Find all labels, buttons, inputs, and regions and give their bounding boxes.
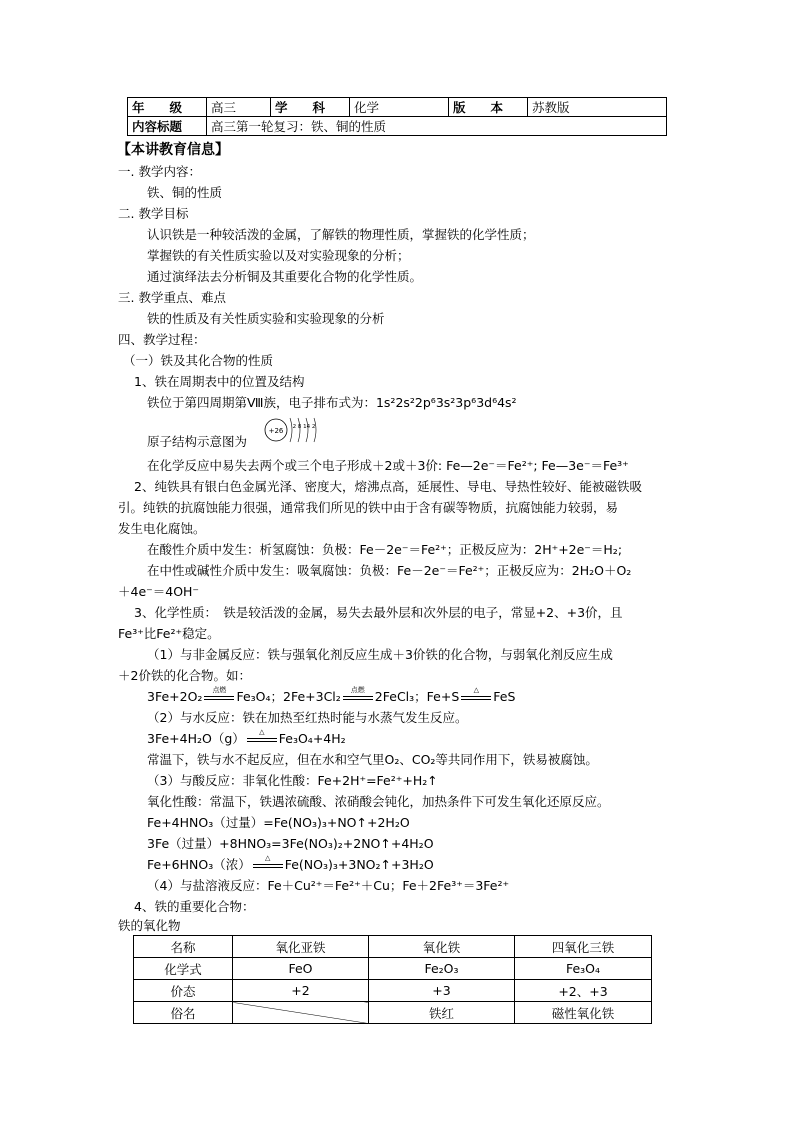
text-line: 认识铁是一种较活泼的金属，了解铁的物理性质，掌握铁的化学性质；: [147, 227, 535, 242]
text-line: ＋2价铁的化合物。如：: [118, 668, 251, 683]
condition-heat: △: [251, 857, 285, 873]
iron-oxide-table: [133, 935, 652, 1024]
table-cell-diagonal: [233, 1002, 369, 1024]
equation-line: 3Fe（过量）+8HNO₃=3Fe(NO₃)₂+2NO↑+4H₂O: [147, 836, 434, 851]
table-row: [134, 980, 652, 1002]
edition-value: 苏教版: [528, 98, 667, 117]
section-title: 【本讲教育信息】: [117, 142, 229, 158]
equation-nonmetal: [147, 686, 516, 705]
text-line: 常温下，铁与水不起反应，但在水和空气里O₂、CO₂等共同作用下，铁易被腐蚀。: [147, 752, 598, 767]
table-cell: Fe₃O₄: [515, 958, 652, 980]
eq-part: Fe(NO₃)₃+3NO₂↑+3H₂O: [284, 857, 434, 872]
text-line: 4、铁的重要化合物：: [134, 899, 255, 914]
text-line: 铁、铜的性质: [147, 185, 223, 200]
condition-heat: △: [245, 731, 279, 747]
text-line: 铁位于第四周期第Ⅷ族，电子排布式为：1s²2s²2p⁶3s²3p⁶3d⁶4s²: [147, 395, 517, 410]
table-cell: FeO: [233, 958, 369, 980]
table-header-row: [134, 936, 652, 958]
grade-value: 高三: [207, 98, 271, 117]
text-line: （3）与酸反应：非氧化性酸：Fe+2H⁺=Fe²⁺+H₂↑: [147, 773, 438, 788]
eq-part: Fe+6HNO₃（浓）: [147, 857, 251, 872]
text-line: 在酸性介质中发生：析氢腐蚀：负极：Fe－2e⁻＝Fe²⁺；正极反应为：2H⁺+2e⁻＝H₂;: [147, 542, 623, 557]
atom-structure-diagram: [262, 414, 322, 446]
condition-heat: △: [459, 689, 493, 705]
header-table: [127, 97, 667, 136]
heading-content: 一. 教学内容：: [118, 164, 201, 179]
eq-part: Fe₃O₄+4H₂: [278, 731, 346, 746]
atom-nucleus: +26: [268, 427, 284, 435]
grade-label: 年 级: [128, 98, 207, 117]
text-line: 发生电化腐蚀。: [118, 521, 206, 536]
text-line: （1）与非金属反应：铁与强氧化剂反应生成＋3价铁的化合物，与弱氧化剂反应生成: [147, 647, 613, 662]
text-line: 掌握铁的有关性质实验以及对实验现象的分析；: [147, 248, 410, 263]
heading-goals: 二. 教学目标: [118, 206, 189, 221]
subject-value: 化学: [350, 98, 449, 117]
condition-ignite: 点燃: [341, 689, 375, 705]
text-line: 引。纯铁的抗腐蚀能力很强，通常我们所见的铁中由于含有碳等物质，抗腐蚀能力较弱，易: [118, 500, 619, 515]
text-line: 在化学反应中易失去两个或三个电子形成＋2或＋3价: Fe—2e⁻＝Fe²⁺; Fe—3e⁻＝Fe³⁺: [147, 458, 629, 473]
table-cell: 俗名: [134, 1002, 233, 1024]
text-line: 在中性或碱性介质中发生：吸氧腐蚀：负极：Fe－2e⁻＝Fe²⁺；正极反应为：2H₂O＋O₂: [147, 563, 632, 578]
eq-part: 2FeCl₃；Fe+S: [374, 689, 460, 704]
text-line: Fe³⁺比Fe²⁺稳定。: [118, 626, 220, 641]
table-cell: 化学式: [134, 958, 233, 980]
table-row: [134, 958, 652, 980]
text-line: 原子结构示意图为: [147, 434, 248, 449]
table-cell: 铁红: [369, 1002, 515, 1024]
text-line: 通过演绎法去分析铜及其重要化合物的化学性质。: [147, 269, 423, 284]
text-line: 铁的性质及有关性质实验和实验现象的分析: [147, 311, 385, 326]
subheading: （一）铁及其化合物的性质: [123, 353, 274, 368]
text-line: 3、化学性质： 铁是较活泼的金属，易失去最外层和次外层的电子，常显+2、+3价，且: [134, 605, 623, 620]
table-cell: +3: [369, 980, 515, 1002]
eq-part: 3Fe+4H₂O（g）: [147, 731, 245, 746]
eq-part: 3Fe+2O₂: [147, 689, 203, 704]
table-cell: Fe₂O₃: [369, 958, 515, 980]
table-header-cell: 氧化亚铁: [233, 936, 369, 958]
table-cell: +2、+3: [515, 980, 652, 1002]
table-cell: +2: [233, 980, 369, 1002]
topic-label: 内容标题: [128, 117, 207, 136]
table-header-cell: 四氧化三铁: [515, 936, 652, 958]
table-header-cell: 名称: [134, 936, 233, 958]
equation-line: Fe+4HNO₃（过量）=Fe(NO₃)₃+NO↑+2H₂O: [147, 815, 410, 830]
subject-label: 学 科: [271, 98, 350, 117]
equation-conc-nitric: [147, 854, 434, 873]
topic-value: 高三第一轮复习：铁、铜的性质: [207, 117, 667, 136]
eq-part: FeS: [493, 689, 516, 704]
text-line: 铁的氧化物: [118, 918, 181, 933]
text-line: 2、纯铁具有银白色金属光泽、密度大，熔沸点高，延展性、导电、导热性较好、能被磁铁吸: [134, 479, 642, 494]
eq-part: Fe₃O₄；2Fe+3Cl₂: [236, 689, 341, 704]
text-line: 氧化性酸：常温下，铁遇浓硫酸、浓硝酸会钝化，加热条件下可发生氧化还原反应。: [147, 794, 610, 809]
condition-ignite: 点燃: [202, 689, 236, 705]
text-line: 1、铁在周期表中的位置及结构: [134, 374, 305, 389]
text-line: ＋4e⁻＝4OH⁻: [118, 584, 200, 599]
table-cell: 价态: [134, 980, 233, 1002]
equation-water: [147, 728, 346, 747]
table-header-cell: 氧化铁: [369, 936, 515, 958]
text-line: （2）与水反应：铁在加热至红热时能与水蒸气发生反应。: [147, 710, 468, 725]
heading-key-points: 三. 教学重点、难点: [118, 290, 226, 305]
table-row: [134, 1002, 652, 1024]
heading-process: 四、教学过程：: [118, 332, 206, 347]
table-cell: 磁性氧化铁: [515, 1002, 652, 1024]
text-line: （4）与盐溶液反应：Fe＋Cu²⁺＝Fe²⁺＋Cu；Fe＋2Fe³⁺＝3Fe²⁺: [147, 878, 510, 893]
edition-label: 版 本: [449, 98, 528, 117]
atom-shells: 2 8 14 2: [292, 424, 316, 430]
